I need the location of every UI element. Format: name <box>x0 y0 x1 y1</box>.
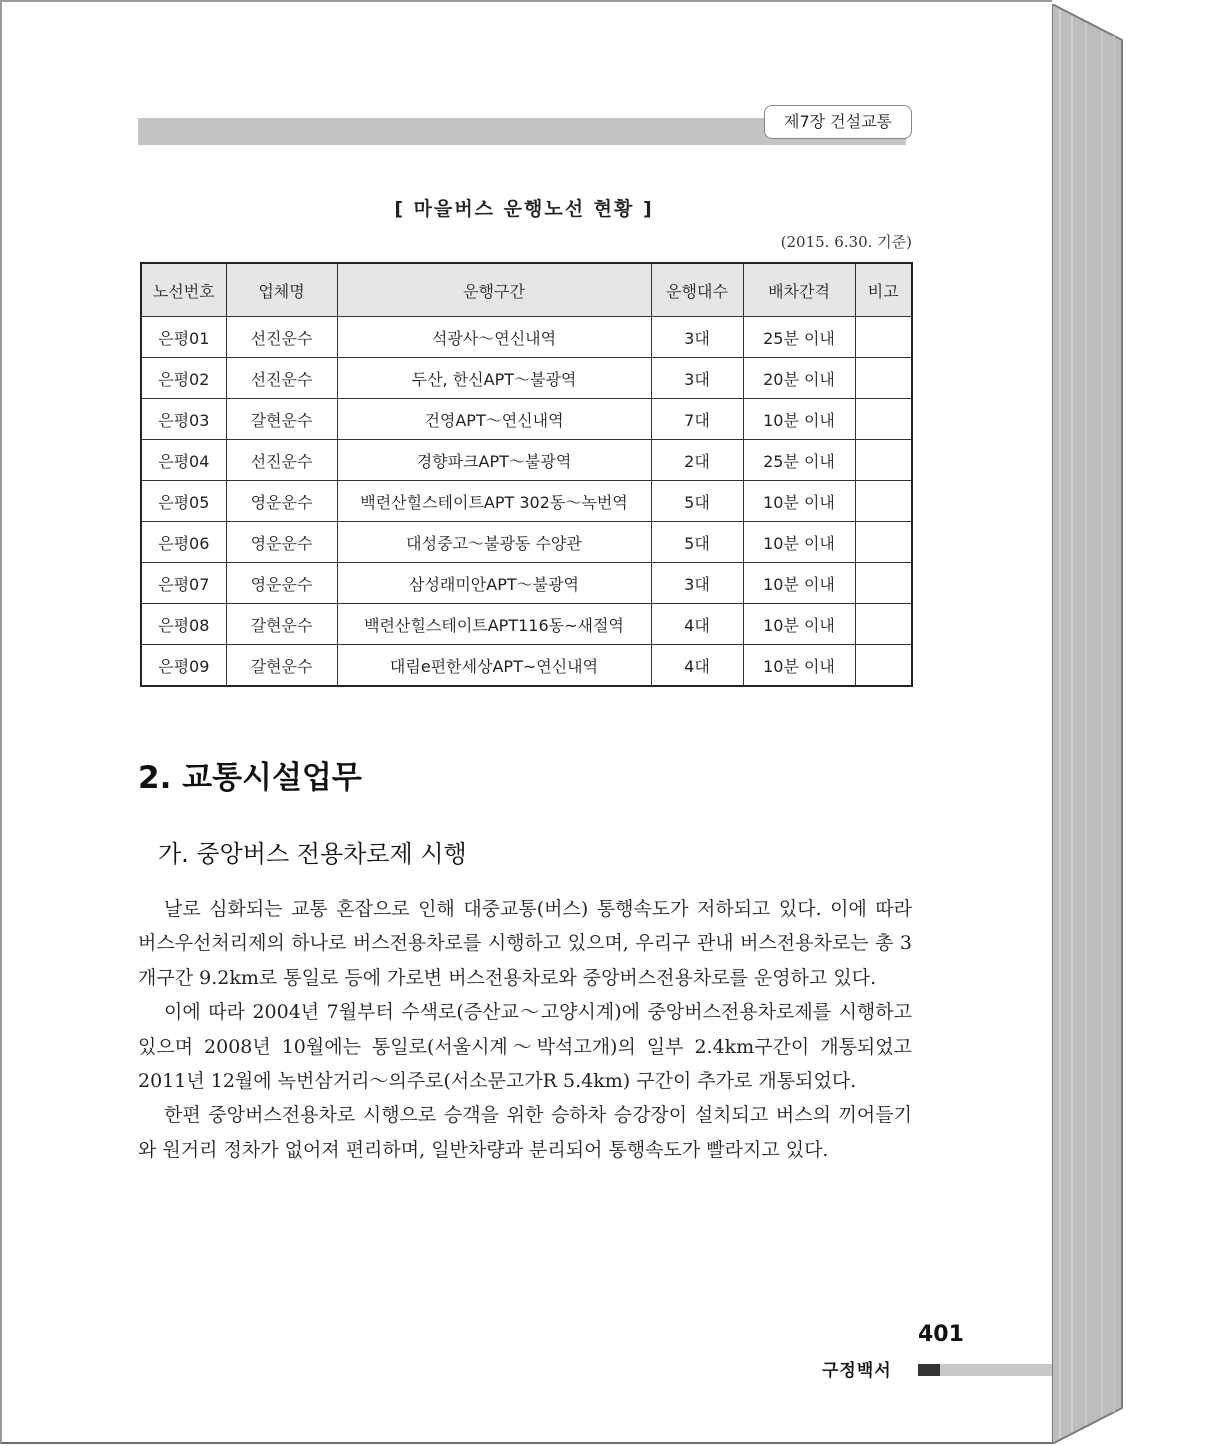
route-section: 경향파크APT～불광역 <box>337 440 651 481</box>
remarks <box>855 317 912 358</box>
interval: 20분 이내 <box>743 358 855 399</box>
company-name: 선진운수 <box>226 358 337 399</box>
remarks <box>855 522 912 563</box>
bus-count: 7대 <box>651 399 743 440</box>
bus-count: 5대 <box>651 481 743 522</box>
interval: 10분 이내 <box>743 563 855 604</box>
route-number: 은평08 <box>141 604 226 645</box>
column-header: 노선번호 <box>141 263 226 317</box>
column-header: 운행구간 <box>337 263 651 317</box>
paragraph: 한편 중앙버스전용차로 시행으로 승객을 위한 승하차 승강장이 설치되고 버스의 끼어들기와 원거리 정차가 없어져 편리하며, 일반차량과 분리되어 통행속도가 빨라지고 있다. <box>138 1104 912 1161</box>
company-name: 갈현운수 <box>226 645 337 687</box>
remarks <box>855 481 912 522</box>
route-section: 석광사～연신내역 <box>337 317 651 358</box>
route-number: 은평05 <box>141 481 226 522</box>
route-section: 건영APT～연신내역 <box>337 399 651 440</box>
route-section: 대성중고～불광동 수양관 <box>337 522 651 563</box>
company-name: 갈현운수 <box>226 604 337 645</box>
column-header: 배차간격 <box>743 263 855 317</box>
route-number: 은평06 <box>141 522 226 563</box>
interval: 25분 이내 <box>743 317 855 358</box>
route-number: 은평09 <box>141 645 226 687</box>
remarks <box>855 645 912 687</box>
footer-bar <box>940 1364 1052 1376</box>
table-date-note: (2015. 6.30. 기준) <box>780 233 912 251</box>
table-header-row <box>141 263 912 317</box>
paragraph: 이에 따라 2004년 7월부터 수색로(증산교～고양시계)에 중앙버스전용차로제를 시행하고 있으며 2008년 10월에는 통일로(서울시계～박석고개)의 일부 2.4km구간이 개통되었고 2011년 12월에 녹번삼거리～의주로(서소문고가R 5.4km) 구간이 추가로 개통되었다. <box>138 1001 912 1093</box>
route-number: 은평03 <box>141 399 226 440</box>
remarks <box>855 604 912 645</box>
route-number: 은평02 <box>141 358 226 399</box>
interval: 10분 이내 <box>743 645 855 687</box>
company-name: 영운운수 <box>226 563 337 604</box>
paragraph: 날로 심화되는 교통 혼잡으로 인해 대중교통(버스) 통행속도가 저하되고 있다. 이에 따라 버스우선처리제의 하나로 버스전용차로를 시행하고 있으며, 우리구 관내 버스전용차로는 총 3개구간 9.2km로 통일로 등에 가로변 버스전용차로와 중앙버스전용차로를 운영하고 있다. <box>138 898 912 989</box>
route-section: 백련산힐스테이트APT116동~새절역 <box>337 604 651 645</box>
remarks <box>855 358 912 399</box>
table-row <box>141 563 912 604</box>
remarks <box>855 563 912 604</box>
table-row <box>141 358 912 399</box>
route-number: 은평04 <box>141 440 226 481</box>
bus-count: 2대 <box>651 440 743 481</box>
table-row <box>141 317 912 358</box>
interval: 10분 이내 <box>743 522 855 563</box>
interval: 10분 이내 <box>743 481 855 522</box>
interval: 10분 이내 <box>743 399 855 440</box>
chapter-label: 제7장 건설교통 <box>764 105 912 139</box>
page-stack-edge <box>1052 4 1124 1444</box>
route-section: 대림e편한세상APT~연신내역 <box>337 645 651 687</box>
column-header: 업체명 <box>226 263 337 317</box>
table-row <box>141 604 912 645</box>
page-number: 401 <box>918 1322 964 1347</box>
column-header: 비고 <box>855 263 912 317</box>
section-heading: 2. 교통시설업무 <box>138 760 362 796</box>
footer-marker <box>918 1364 940 1376</box>
company-name: 영운운수 <box>226 481 337 522</box>
table-row <box>141 645 912 687</box>
company-name: 갈현운수 <box>226 399 337 440</box>
table-row <box>141 399 912 440</box>
route-section: 두산, 한신APT～불광역 <box>337 358 651 399</box>
table-title: [ 마을버스 운행노선 현황 ] <box>394 198 654 220</box>
company-name: 선진운수 <box>226 317 337 358</box>
bus-count: 3대 <box>651 317 743 358</box>
book-title: 구정백서 <box>822 1361 892 1381</box>
table-row <box>141 522 912 563</box>
route-number: 은평01 <box>141 317 226 358</box>
route-section: 백련산힐스테이트APT 302동～녹번역 <box>337 481 651 522</box>
remarks <box>855 399 912 440</box>
bus-count: 4대 <box>651 645 743 687</box>
subsection-heading: 가. 중앙버스 전용차로제 시행 <box>158 840 467 868</box>
bus-count: 3대 <box>651 563 743 604</box>
company-name: 영운운수 <box>226 522 337 563</box>
route-number: 은평07 <box>141 563 226 604</box>
route-section: 삼성래미안APT～불광역 <box>337 563 651 604</box>
interval: 25분 이내 <box>743 440 855 481</box>
interval: 10분 이내 <box>743 604 855 645</box>
remarks <box>855 440 912 481</box>
bus-count: 3대 <box>651 358 743 399</box>
bus-count: 4대 <box>651 604 743 645</box>
column-header: 운행대수 <box>651 263 743 317</box>
table-row <box>141 481 912 522</box>
bus-count: 5대 <box>651 522 743 563</box>
body-text <box>138 892 912 1167</box>
table-row <box>141 440 912 481</box>
company-name: 선진운수 <box>226 440 337 481</box>
bus-route-table <box>140 262 913 687</box>
